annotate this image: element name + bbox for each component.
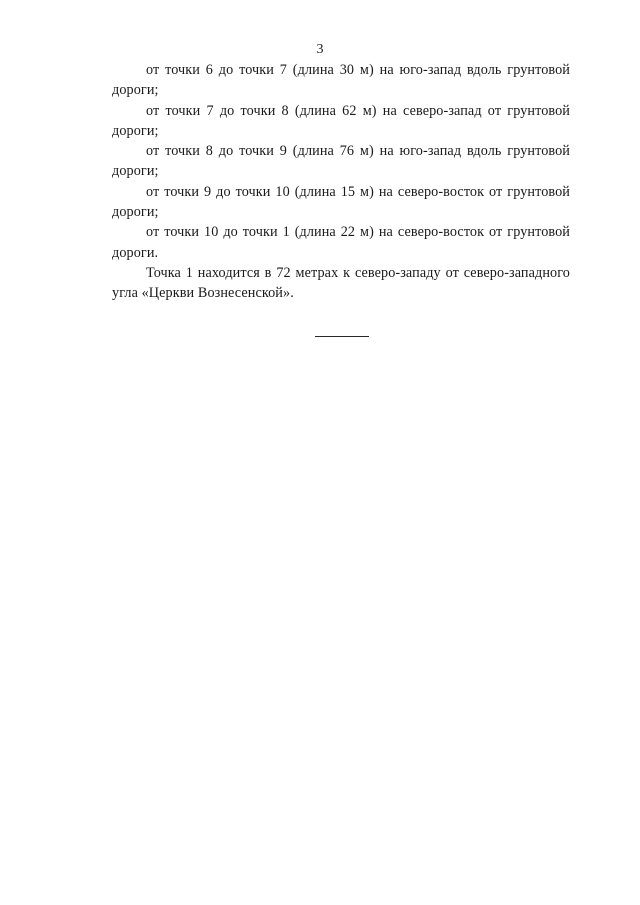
paragraph-segment-6-7: от точки 6 до точки 7 (длина 30 м) на юго-запад вдоль грунтовой дороги; — [112, 62, 570, 99]
paragraph-segment-8-9: от точки 8 до точки 9 (длина 76 м) на юго-запад вдоль грунтовой дороги; — [112, 143, 570, 180]
paragraph-segment-9-10: от точки 9 до точки 10 (длина 15 м) на северо-восток от грунтовой дороги; — [112, 183, 570, 221]
document-body — [112, 60, 570, 304]
paragraph-point-1-location: Точка 1 находится в 72 метрах к северо-западу от северо-западного угла «Церкви Вознесенской». — [112, 264, 570, 302]
end-separator-line — [315, 336, 369, 337]
page-number: 3 — [316, 42, 324, 57]
paragraph-segment-10-1: от точки 10 до точки 1 (длина 22 м) на северо-восток от грунтовой дороги. — [112, 224, 570, 261]
paragraph-segment-7-8: от точки 7 до точки 8 (длина 62 м) на северо-запад от грунтовой дороги; — [112, 102, 570, 139]
